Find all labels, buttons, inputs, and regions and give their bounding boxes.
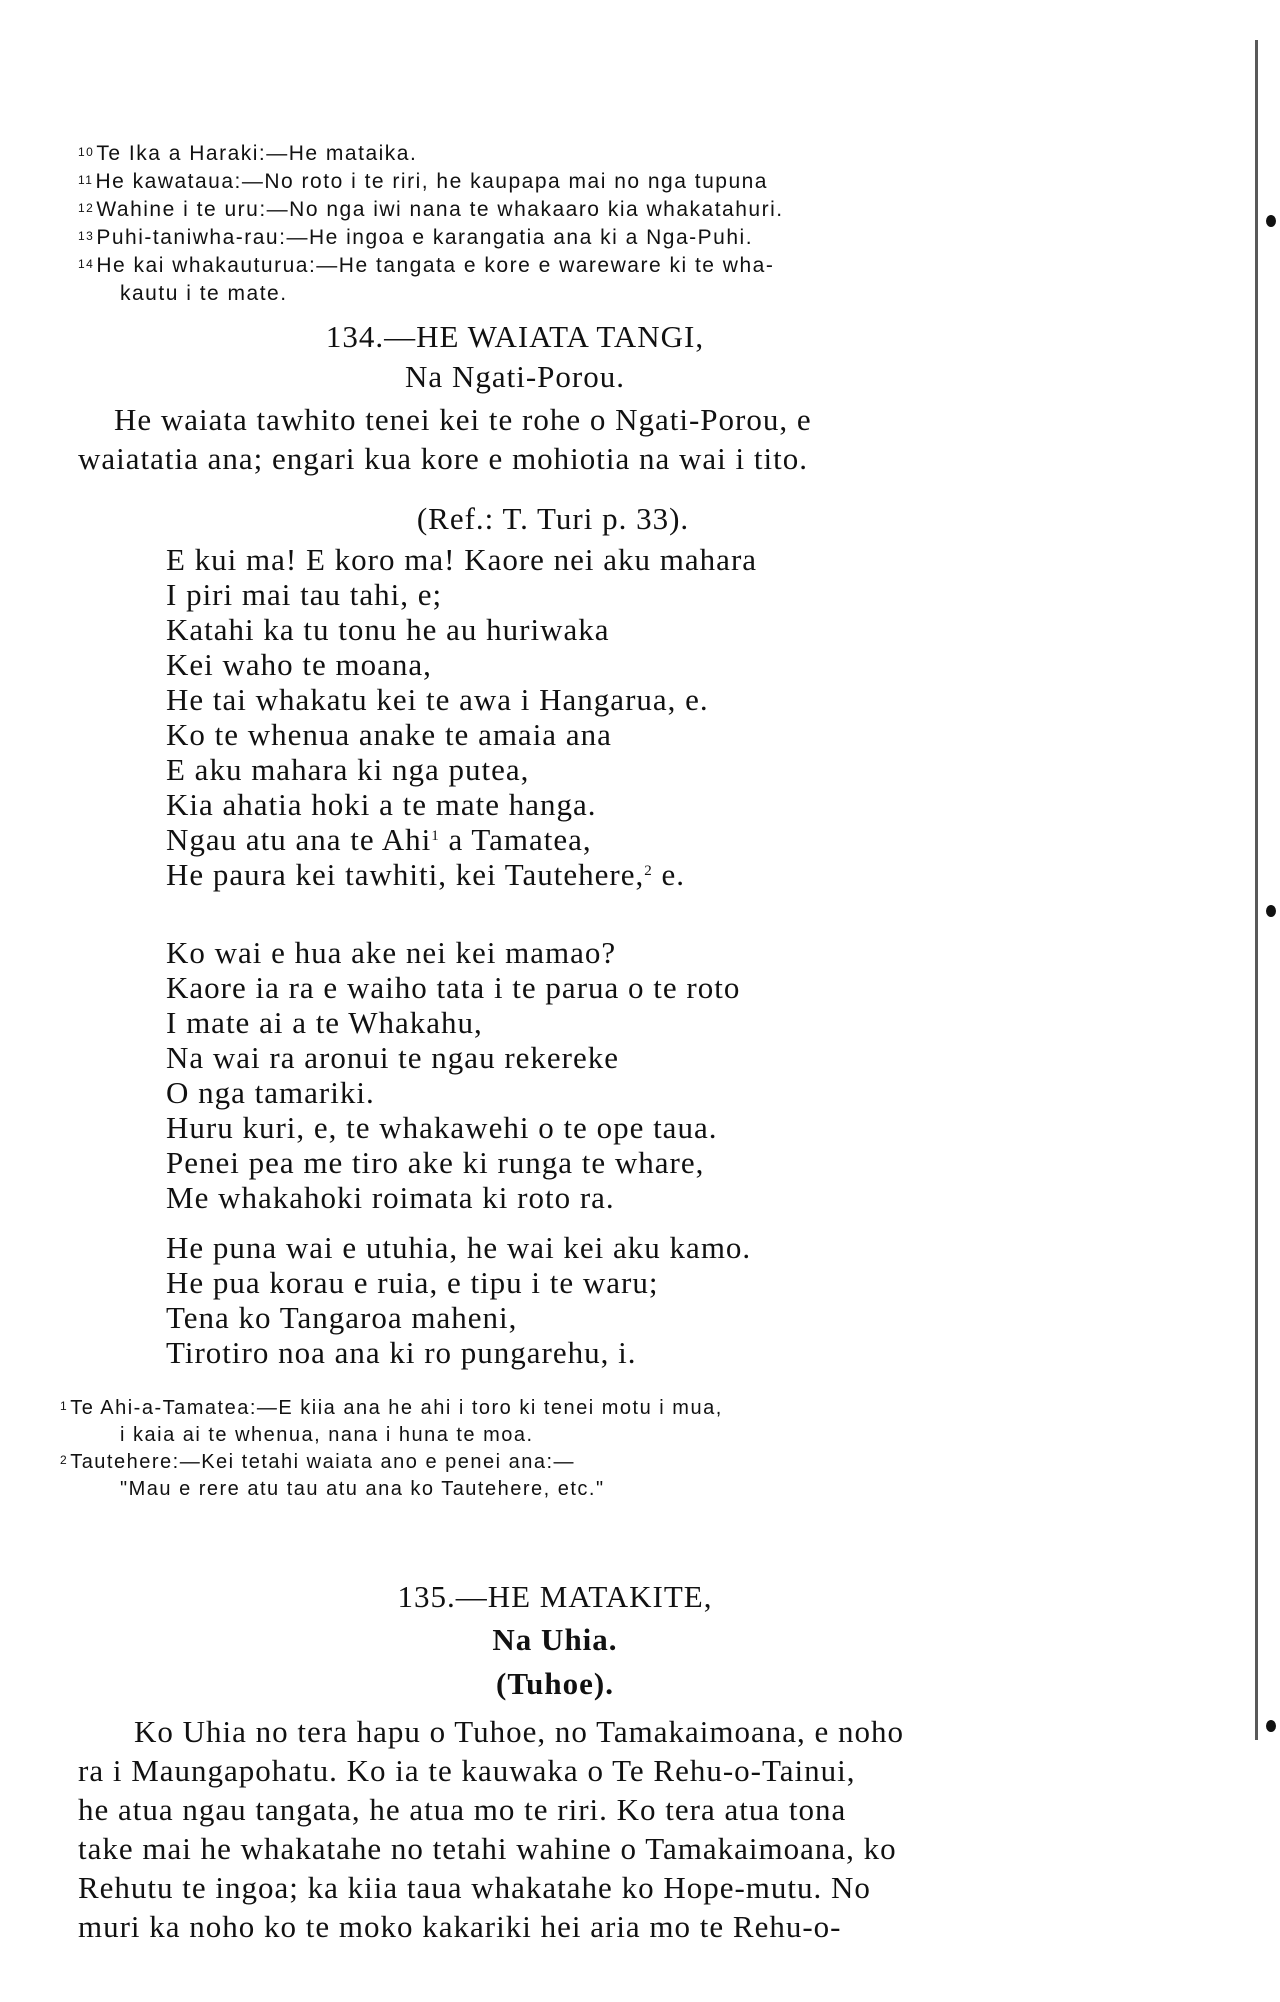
section-135-body (78, 1712, 1028, 1946)
section-134-reference: (Ref.: T. Turi p. 33). (416, 501, 690, 536)
poem-text: a Tamatea, (439, 822, 592, 857)
note-line (78, 252, 784, 280)
poem-line: Ko te whenua anake te amaia ana (166, 717, 612, 752)
poem-line: He tai whakatu kei te awa i Hangarua, e. (166, 682, 709, 717)
note-line (78, 168, 784, 196)
section-135-title: 135.—HE MATAKITE, (397, 1579, 713, 1614)
top-notes (78, 140, 784, 308)
poem-line: Me whakahoki roimata ki roto ra. (166, 1180, 615, 1215)
note-line (78, 280, 784, 308)
body-line: Ko Uhia no tera hapu o Tuhoe, no Tamakaimoana, e noho (134, 1714, 905, 1749)
poem-stanza-1 (166, 542, 757, 892)
note-text: He kawataua:—No roto i te riri, he kaupapa mai no nga tupuna (95, 170, 768, 193)
scan-mark (1266, 905, 1276, 917)
poem-line: Tirotiro noa ana ki ro pungarehu, i. (166, 1335, 637, 1370)
body-line: take mai he whakatahe no tetahi wahine o Tamakaimoana, ko (78, 1831, 897, 1866)
footnote-line (60, 1395, 723, 1422)
poem-line: He pua korau e ruia, e tipu i te waru; (166, 1265, 659, 1300)
scan-edge (1255, 40, 1272, 1740)
poem-line: I mate ai a te Whakahu, (166, 1005, 483, 1040)
note-number: 12 (78, 201, 95, 215)
poem-line (166, 822, 757, 857)
footnote-line: i kaia ai te whenua, nana i huna te moa. (120, 1424, 534, 1446)
poem-line: He puna wai e utuhia, he wai kei aku kamo. (166, 1230, 752, 1265)
body-line: Rehutu te ingoa; ka kiia taua whakatahe ko Hope-mutu. No (78, 1870, 871, 1905)
body-line: muri ka noho ko te moko kakariki hei aria mo te Rehu-o- (78, 1909, 842, 1944)
poem-line: E kui ma! E koro ma! Kaore nei aku mahara (166, 542, 758, 577)
note-number: 11 (78, 173, 94, 187)
poem-line: E aku mahara ki nga putea, (166, 752, 530, 787)
poem-text: He paura kei tawhiti, kei Tautehere, (166, 857, 645, 892)
poem-line: Katahi ka tu tonu he au huriwaka (166, 612, 610, 647)
note-text: kautu i te mate. (120, 282, 288, 305)
note-number: 13 (78, 229, 95, 243)
body-line: ra i Maungapohatu. Ko ia te kauwaka o Te Rehu-o-Tainui, (78, 1753, 856, 1788)
note-text: Te Ika a Haraki:—He mataika. (96, 142, 418, 165)
section-134-intro (78, 400, 1028, 478)
poem-line: Huru kuri, e, te whakawehi o te ope taua. (166, 1110, 718, 1145)
note-line (78, 224, 784, 252)
section-135-author: Na Uhia. (492, 1622, 618, 1657)
poem-line: Kaore ia ra e waiho tata i te parua o te roto (166, 970, 741, 1005)
note-text: Puhi-taniwha-rau:—He ingoa e karangatia ana ki a Nga-Puhi. (96, 226, 754, 249)
footnote-marker: 2 (644, 863, 653, 879)
note-line (78, 140, 784, 168)
footnote-marker: 1 (431, 828, 440, 844)
scan-mark (1266, 1720, 1276, 1732)
footnote-line: "Mau e rere atu tau atu ana ko Tautehere, etc." (120, 1478, 605, 1500)
poem-line: Ko wai e hua ake nei kei mamao? (166, 935, 617, 970)
section-134-footnotes (60, 1395, 723, 1503)
poem-text: Ngau atu ana te Ahi (166, 822, 432, 857)
poem-line (166, 857, 757, 892)
section-134-author: Na Ngati-Porou. (405, 359, 625, 394)
intro-line: He waiata tawhito tenei kei te rohe o Ngati-Porou, e (114, 402, 812, 437)
footnote-line (60, 1449, 723, 1476)
footnote-text: Te Ahi-a-Tamatea:—E kiia ana he ahi i toro ki tenei motu i mua, (70, 1397, 723, 1419)
poem-text: e. (652, 857, 686, 892)
footnote-number: 1 (60, 1399, 69, 1413)
poem-line: Tena ko Tangaroa maheni, (166, 1300, 518, 1335)
body-line: he atua ngau tangata, he atua mo te riri. Ko tera atua tona (78, 1792, 847, 1827)
poem-line: Kei waho te moana, (166, 647, 432, 682)
note-line (78, 196, 784, 224)
poem-stanza-3 (166, 1230, 751, 1370)
poem-line: O nga tamariki. (166, 1075, 375, 1110)
note-text: He kai whakauturua:—He tangata e kore e wareware ki te wha- (96, 254, 775, 277)
poem-line: Na wai ra aronui te ngau rekereke (166, 1040, 619, 1075)
note-number: 14 (78, 257, 95, 271)
poem-stanza-2 (166, 935, 740, 1215)
intro-line: waiatatia ana; engari kua kore e mohiotia na wai i tito. (78, 441, 808, 476)
poem-line: Penei pea me tiro ake ki runga te whare, (166, 1145, 705, 1180)
note-text: Wahine i te uru:—No nga iwi nana te whakaaro kia whakatahuri. (96, 198, 784, 221)
note-number: 10 (78, 145, 95, 159)
section-135-tribe: (Tuhoe). (496, 1666, 614, 1701)
footnote-text: Tautehere:—Kei tetahi waiata ano e penei ana:— (70, 1451, 576, 1473)
poem-line: Kia ahatia hoki a te mate hanga. (166, 787, 597, 822)
section-134-title: 134.—HE WAIATA TANGI, (325, 319, 705, 354)
footnote-number: 2 (60, 1453, 69, 1467)
scan-mark (1266, 215, 1276, 227)
poem-line: I piri mai tau tahi, e; (166, 577, 443, 612)
